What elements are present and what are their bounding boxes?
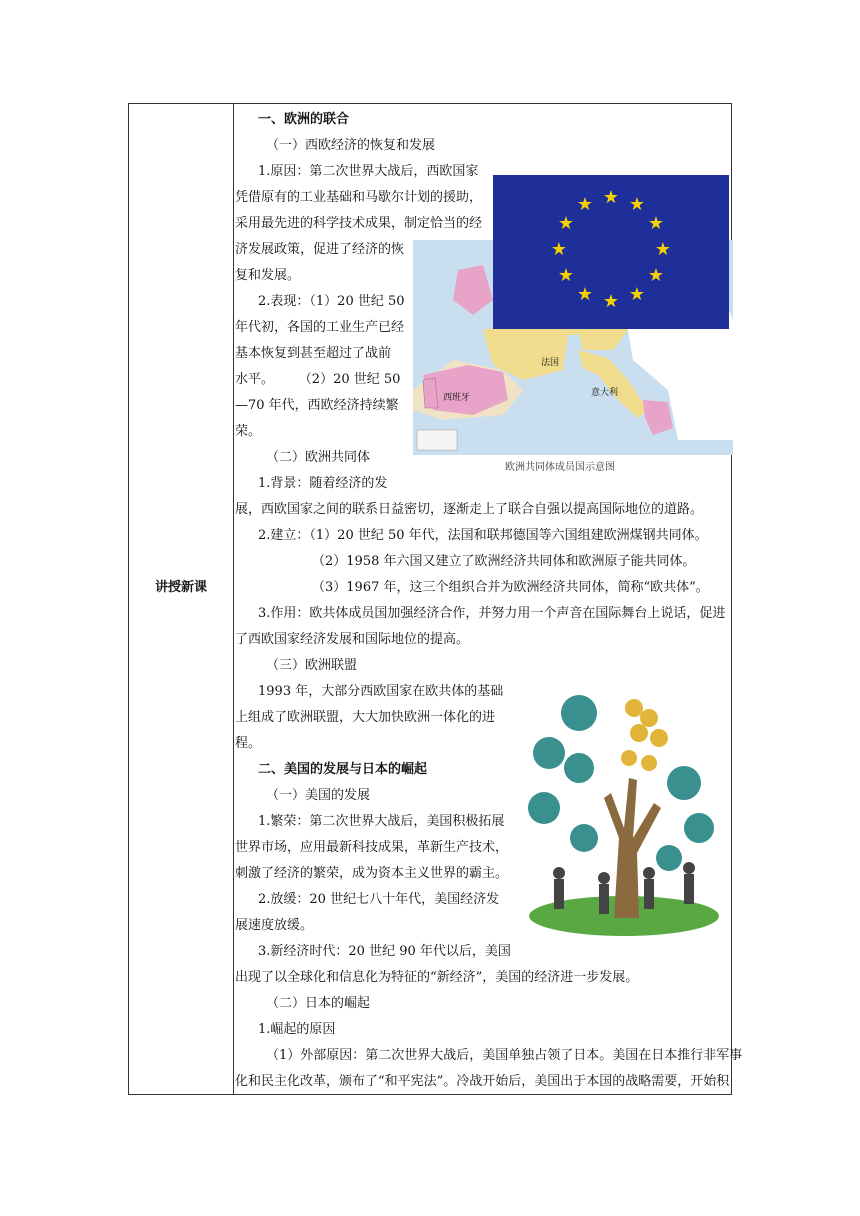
column-divider [233, 104, 234, 1094]
text-line: 上组成了欧洲联盟，大大加快欧洲一体化的进 [235, 710, 496, 725]
text-line: 1.繁荣：第二次世界大战后，美国积极拓展 [258, 814, 505, 829]
star-icon: ★ [602, 291, 620, 312]
text-line: 展速度放缓。 [235, 918, 314, 933]
heading-us-japan: 二、美国的发展与日本的崛起 [258, 762, 428, 777]
star-icon: ★ [647, 265, 665, 286]
star-icon: ★ [557, 265, 575, 286]
text-line: 济发展政策，促进了经济的恢 [235, 242, 405, 257]
heading-europe-union: 一、欧洲的联合 [258, 112, 350, 127]
star-icon: ★ [557, 213, 575, 234]
text-line: 复和发展。 [235, 268, 301, 283]
text-line: 化和民主化改革，颁布了“和平宪法”。冷战开始后，美国出于本国的战略需要，开始积 [235, 1074, 730, 1089]
subheading-ec: （二）欧洲共同体 [266, 450, 371, 465]
map-label-spain: 西班牙 [443, 393, 471, 403]
star-icon: ★ [576, 194, 594, 215]
tree-drawing [519, 688, 729, 938]
star-icon: ★ [654, 239, 672, 260]
text-line: 采用最先进的科学技术成果，制定恰当的经 [235, 216, 483, 231]
money-tree-illustration [519, 688, 729, 938]
map-label-france: 法国 [541, 358, 560, 368]
subheading-japan: （二）日本的崛起 [266, 996, 371, 1011]
map-legend-box [417, 430, 457, 450]
text-line: 了西欧国家经济发展和国际地位的提高。 [235, 632, 470, 647]
text-line: 年代初，各国的工业生产已经 [235, 320, 405, 335]
text-line: 2.建立：（1）20 世纪 50 年代，法国和联邦德国等六国组建欧洲煤钢共同体。 [258, 528, 708, 543]
region-ireland [453, 265, 493, 315]
eu-flag [493, 175, 729, 329]
text-line: 世界市场，应用最新科技成果，革新生产技术， [235, 840, 509, 855]
map-label-italy: 意大利 [591, 388, 619, 398]
text-line: —70 年代，西欧经济持续繁 [235, 398, 399, 413]
text-line: 程。 [235, 736, 262, 751]
subheading-west-europe: （一）西欧经济的恢复和发展 [266, 138, 436, 153]
text-line: 展，西欧国家之间的联系日益密切，逐渐走上了联合自强以提高国际地位的道路。 [235, 502, 704, 517]
text-line: 3.作用：欧共体成员国加强经济合作，并努力用一个声音在国际舞台上说话，促进 [258, 606, 726, 621]
text-line: 基本恢复到甚至超过了战前 [235, 346, 392, 361]
text-line: 荣。 [235, 424, 262, 439]
star-icon: ★ [628, 284, 646, 305]
gold-coins [621, 699, 668, 771]
text-line: 刺激了经济的繁荣，成为资本主义世界的霸主。 [235, 866, 509, 881]
region-portugal [423, 378, 438, 408]
text-line: （3）1967 年，这三个组织合并为欧洲经济共同体，简称“欧共体”。 [312, 580, 709, 595]
text-line: （2）1958 年六国又建立了欧洲经济共同体和欧洲原子能共同体。 [312, 554, 696, 569]
text-line: 1.原因：第二次世界大战后，西欧国家 [258, 164, 479, 179]
subheading-eu: （三）欧洲联盟 [266, 658, 358, 673]
text-line: （1）外部原因：第二次世界大战后，美国单独占领了日本。美国在日本推行非军事 [266, 1048, 743, 1063]
text-line: 2.表现：（1）20 世纪 50 [258, 294, 405, 309]
star-icon: ★ [550, 239, 568, 260]
map-caption: 欧洲共同体成员国示意图 [505, 462, 615, 473]
star-icon: ★ [602, 187, 620, 208]
region-greece [643, 400, 673, 435]
subheading-us: （一）美国的发展 [266, 788, 371, 803]
star-icon: ★ [576, 284, 594, 305]
text-line: 1.崛起的原因 [258, 1022, 336, 1037]
text-line: 1993 年，大部分西欧国家在欧共体的基础 [258, 684, 504, 699]
text-line: 1.背景：随着经济的发 [258, 476, 388, 491]
text-line: 2.放缓：20 世纪七八十年代，美国经济发 [258, 892, 500, 907]
text-line: 出现了以全球化和信息化为特征的“新经济”，美国的经济进一步发展。 [235, 970, 639, 985]
section-label: 讲授新课 [154, 580, 207, 595]
text-line: 凭借原有的工业基础和马歇尔计划的援助， [235, 190, 483, 205]
text-line: 水平。 （2）20 世纪 50 [235, 372, 401, 387]
star-icon: ★ [628, 194, 646, 215]
text-line: 3.新经济时代：20 世纪 90 年代以后，美国 [258, 944, 511, 959]
star-icon: ★ [647, 213, 665, 234]
